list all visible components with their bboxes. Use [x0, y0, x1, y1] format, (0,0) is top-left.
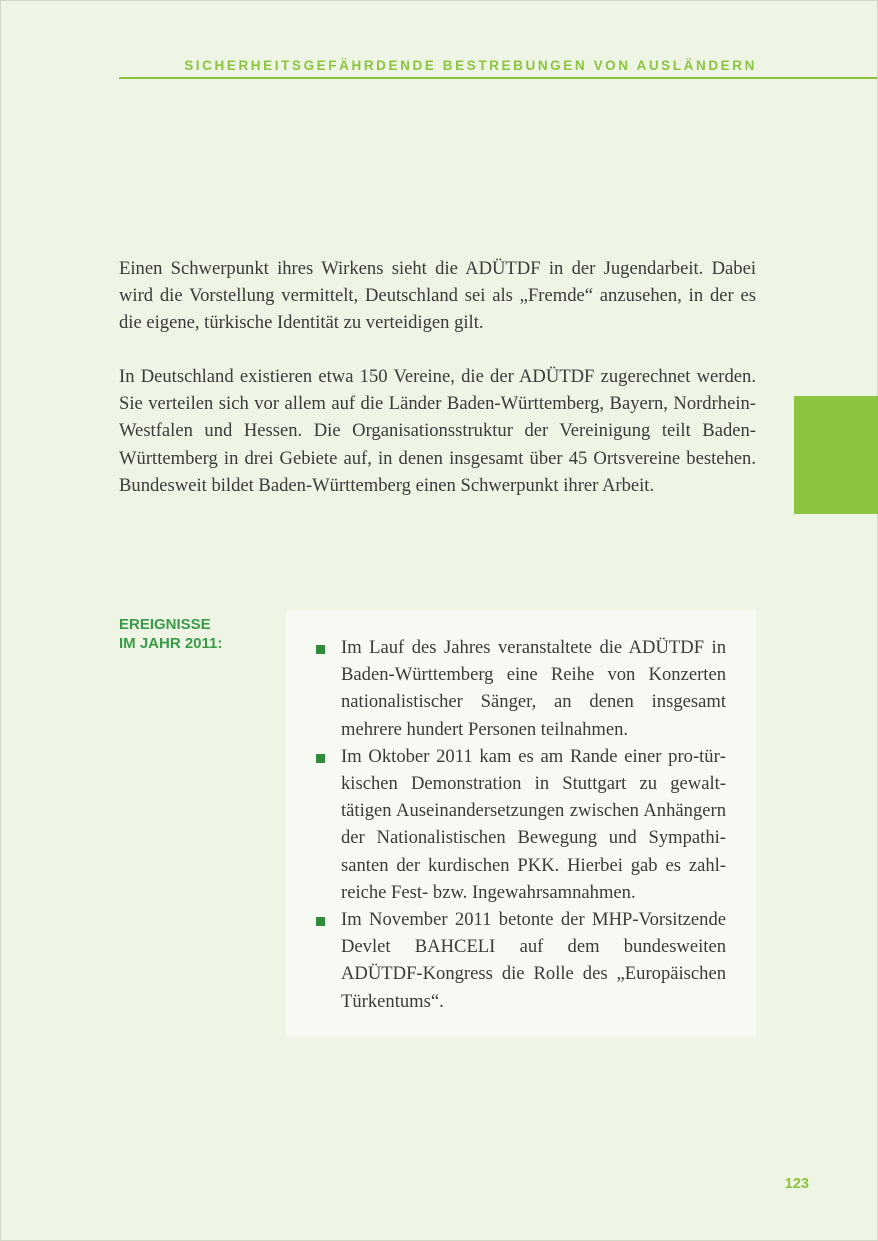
events-label-line: EREIGNISSE — [119, 616, 211, 633]
events-label-line: IM JAHR 2011: — [119, 635, 223, 652]
event-text: Im Oktober 2011 kam es am Rande einer pro-türkischen Demonstration in Stuttgart zu gewalttätigen Auseinandersetzungen zwischen Anhängern der Nationalistischen Bewegung und Sympathisanten der kurdischen PKK. Hierbei gab es zahlreiche Fest- bzw. Ingewahrsamnahmen. — [341, 745, 726, 903]
events-side-label — [119, 615, 279, 653]
event-text: Im November 2011 betonte der MHP-Vorsitzende Devlet BAHCELI auf dem bundesweiten ADÜTDF-Kongress die Rolle des „Europäischen Türkentums“. — [341, 909, 726, 1012]
body-paragraph: Einen Schwerpunkt ihres Wirkens sieht die ADÜTDF in der Jugendarbeit. Dabei wird die Vorstellung vermittelt, Deutschland sei als „Fremde“ anzusehen, in der es die eigene, türkische Identität zu verteidigen gilt. — [119, 258, 756, 334]
events-list — [314, 634, 726, 1015]
events-box — [286, 610, 756, 1037]
chapter-side-tab — [794, 396, 878, 514]
body-paragraph: In Deutschland existieren etwa 150 Vereine, die der ADÜTDF zugerechnet werden. Sie verteilen sich vor allem auf die Länder Baden-Württemberg, Bayern, Nordrhein-Westfalen und Hessen. Die Organisationsstruktur der Vereinigung teilt Baden-Württemberg in drei Gebiete auf, in denen insgesamt über 45 Ortsvereine bestehen. Bundesweit bildet Baden-Württemberg einen Schwerpunkt ihrer Arbeit. — [119, 366, 756, 496]
page-number: 123 — [784, 1176, 809, 1192]
event-text: Im Lauf des Jahres veranstaltete die ADÜTDF in Baden-Württemberg eine Reihe von Konzerten nationalistischer Sänger, an denen insgesamt mehrere hundert Personen teilnahmen. — [341, 637, 726, 740]
square-bullet-icon — [316, 754, 325, 763]
header-rule — [119, 77, 877, 79]
list-item — [314, 906, 726, 1015]
square-bullet-icon — [316, 645, 325, 654]
running-header: SICHERHEITSGEFÄHRDENDE BESTREBUNGEN VON AUSLÄNDERN — [184, 58, 757, 73]
square-bullet-icon — [316, 917, 325, 926]
list-item — [314, 743, 726, 906]
list-item — [314, 634, 726, 743]
